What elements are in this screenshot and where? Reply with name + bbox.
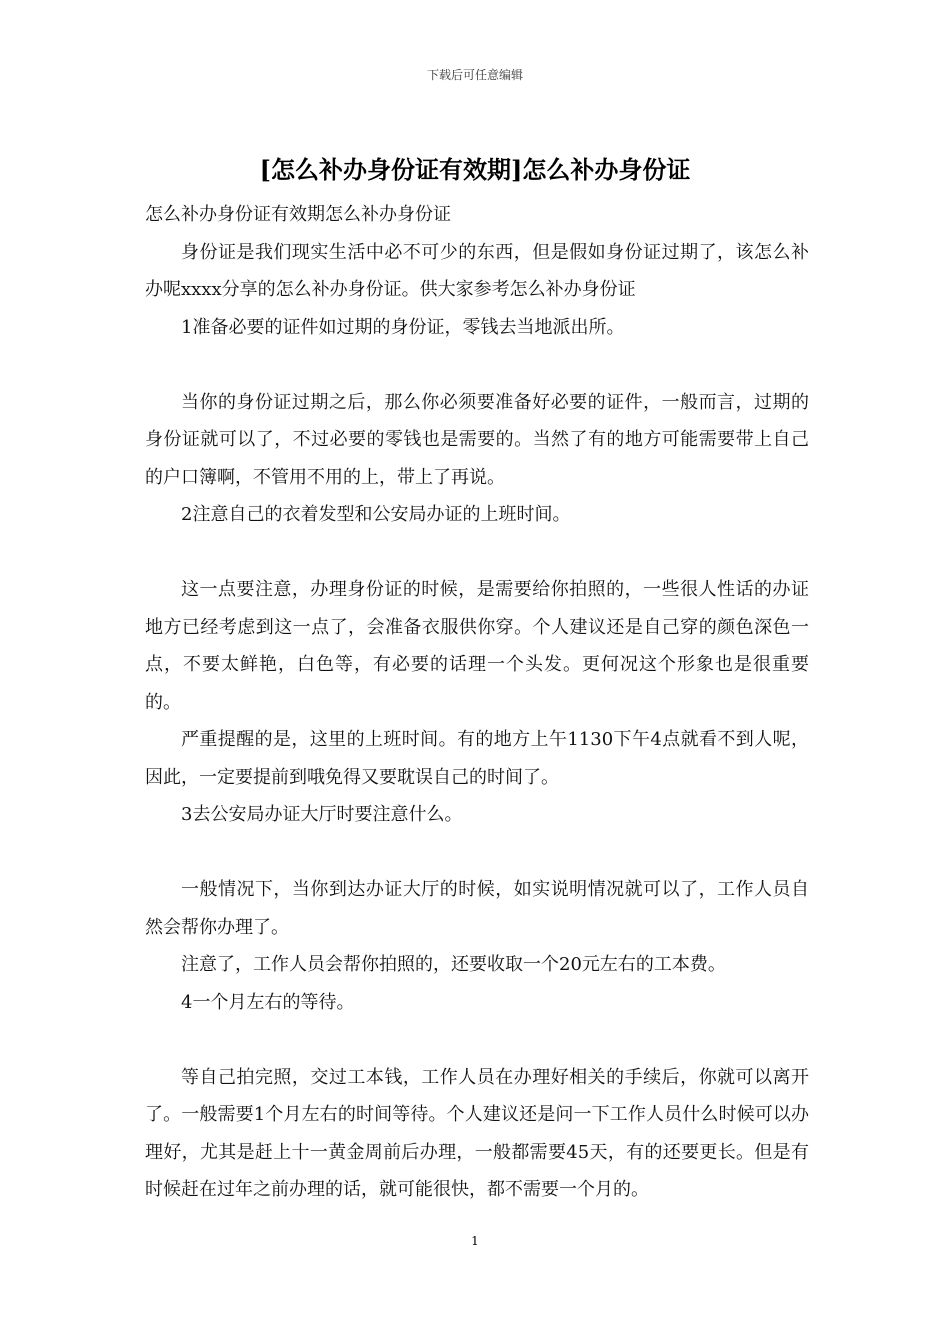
subtitle-line: 怎么补办身份证有效期怎么补办身份证 — [145, 204, 451, 225]
paragraph-step-4: 等自己拍完照，交过工本钱，工作人员在办理好相关的手续后，你就可以离开了。一般需要1个月左右的时间等待。个人建议还是问一下工作人员什么时候可以办理好，尤其是赶上十一黄金周前后办理，一般都需要45天，有的还要更长。但是有时候赶在过年之前办理的话，就可能很快，都不需要一个月的。 — [145, 1066, 809, 1200]
step-2-heading: 2注意自己的衣着发型和公安局办证的上班时间。 — [181, 504, 571, 525]
paragraph-step-1: 当你的身份证过期之后，那么你必须要准备好必要的证件，一般而言，过期的身份证就可以了，不过必要的零钱也是需要的。当然了有的地方可能需要带上自己的户口簿啊，不管用不用的上，带上了再说。 — [145, 391, 809, 488]
paragraph-reminder: 严重提醒的是，这里的上班时间。有的地方上午1130下午4点就看不到人呢，因此，一定要提前到哦免得又要耽误自己的时间了。 — [145, 729, 809, 788]
paragraph-intro: 身份证是我们现实生活中必不可少的东西，但是假如身份证过期了，该怎么补办呢xxxx分享的怎么补办身份证。供大家参考怎么补办身份证 — [145, 241, 809, 300]
step-3-heading: 3去公安局办证大厅时要注意什么。 — [181, 804, 463, 825]
paragraph-fee-note: 注意了，工作人员会帮你拍照的，还要收取一个20元左右的工本费。 — [181, 954, 726, 975]
page-number: 1 — [471, 1234, 479, 1248]
document-body — [145, 196, 809, 1209]
step-1-heading: 1准备必要的证件如过期的身份证，零钱去当地派出所。 — [181, 316, 625, 338]
document-title: [怎么补办身份证有效期]怎么补办身份证 — [259, 155, 691, 184]
paragraph-step-3: 一般情况下，当你到达办证大厅的时候，如实说明情况就可以了，工作人员自然会帮你办理了。 — [145, 879, 809, 938]
paragraph-step-2: 这一点要注意，办理身份证的时候，是需要给你拍照的，一些很人性话的办证地方已经考虑到这一点了，会准备衣服供你穿。个人建议还是自己穿的颜色深色一点，不要太鲜艳，白色等，有必要的话理一个头发。更何况这个形象也是很重要的。 — [145, 579, 809, 713]
header-note: 下载后可任意编辑 — [426, 68, 523, 82]
step-4-heading: 4一个月左右的等待。 — [181, 991, 355, 1013]
